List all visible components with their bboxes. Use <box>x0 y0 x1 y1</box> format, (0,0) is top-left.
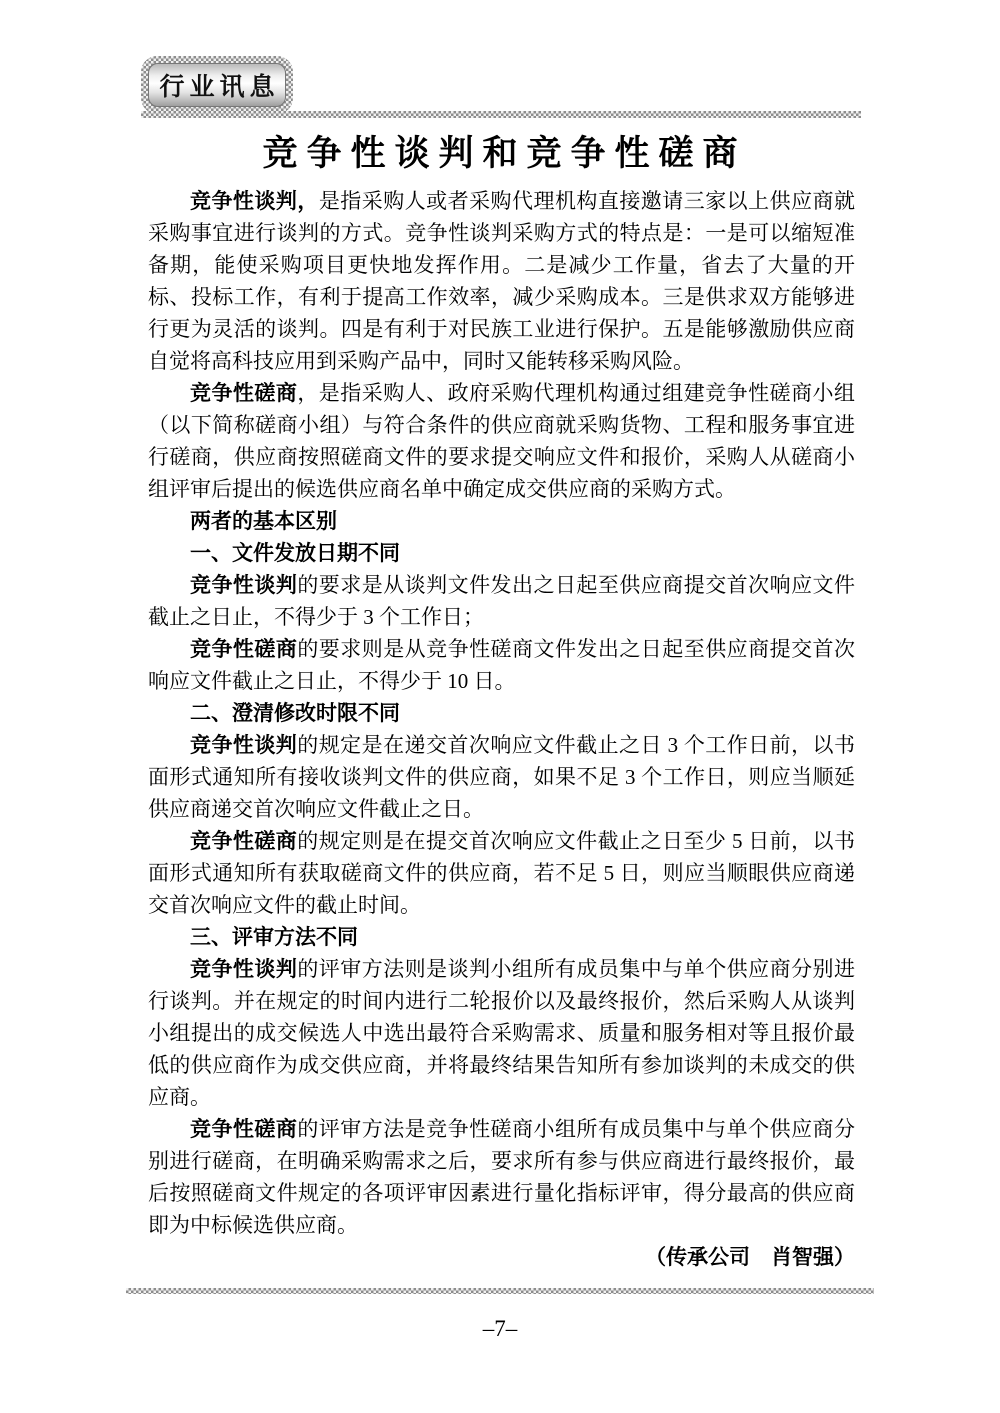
signature-line: （传承公司 肖智强） <box>645 1245 855 1269</box>
section-badge <box>141 56 293 114</box>
bold-lead: 竞争性谈判， <box>190 189 319 213</box>
paragraph-text: 的要求则是从竞争性磋商文件发出之日起至供应商提交首次响应文件截止之日止，不得少于 10 日。 <box>148 637 856 693</box>
paragraph-3 <box>148 569 855 633</box>
footer-rule <box>126 1288 874 1294</box>
paragraph-text: 的要求是从谈判文件发出之日起至供应商提交首次响应文件截止之日止，不得少于 3 个工作日； <box>148 573 856 629</box>
bold-lead: 竞争性谈判 <box>190 957 298 981</box>
paragraph-2 <box>148 377 855 505</box>
article-title: 竞争性谈判和竞争性磋商 <box>262 134 747 173</box>
page-number: –7– <box>482 1316 518 1341</box>
paragraph-text: 的规定则是在提交首次响应文件截止之日至少 5 日前，以书面形式通知所有获取磋商文件的供应商，若不足 5 日，则应当顺眼供应商递交首次响应文件的截止时间。 <box>148 829 856 917</box>
bold-lead: 竞争性谈判 <box>190 573 298 597</box>
paragraph-text: 的评审方法是竞争性磋商小组所有成员集中与单个供应商分别进行磋商，在明确采购需求之后，要求所有参与供应商进行最终报价，最后按照磋商文件规定的各项评审因素进行量化指标评审，得分最高的供应商即为中标候选供应商。 <box>148 1117 856 1237</box>
section-heading-3: 三、评审方法不同 <box>190 925 358 949</box>
paragraph-text: 的评审方法则是谈判小组所有成员集中与单个供应商分别进行谈判。并在规定的时间内进行二轮报价以及最终报价，然后采购人从谈判小组提出的成交候选人中选出最符合采购需求、质量和服务相对等且报价最低的供应商作为成交供应商，并将最终结果告知所有参加谈判的未成交的供应商。 <box>148 957 856 1109</box>
article-body <box>148 185 855 1273</box>
bold-lead: 竞争性磋商 <box>190 829 298 853</box>
paragraph-text: 是指采购人或者采购代理机构直接邀请三家以上供应商就采购事宜进行谈判的方式。竞争性谈判采购方式的特点是：一是可以缩短准备期，能使采购项目更快地发挥作用。二是减少工作量，省去了大量的开标、投标工作，有利于提高工作效率，减少采购成本。三是供求双方能够进行更为灵活的谈判。四是有利于对民族工业进行保护。五是能够激励供应商自觉将高科技应用到采购产品中，同时又能转移采购风险。 <box>148 189 856 373</box>
paragraph-4 <box>148 633 855 697</box>
bold-lead: 竞争性磋商 <box>190 1117 298 1141</box>
paragraph-7 <box>148 953 855 1113</box>
paragraph-8 <box>148 1113 855 1241</box>
paragraph-5 <box>148 729 855 825</box>
section-heading-1: 一、文件发放日期不同 <box>190 541 400 565</box>
paragraph-text: 的规定是在递交首次响应文件截止之日 3 个工作日前，以书面形式通知所有接收谈判文件的供应商，如果不足 3 个工作日，则应当顺延供应商递交首次响应文件截止之日。 <box>148 733 856 821</box>
paragraph-6 <box>148 825 855 921</box>
paragraph-text: ，是指采购人、政府采购代理机构通过组建竞争性磋商小组（以下简称磋商小组）与符合条件的供应商就采购货物、工程和服务事宜进行磋商，供应商按照磋商文件的要求提交响应文件和报价，采购人从磋商小组评审后提出的候选供应商名单中确定成交供应商的采购方式。 <box>148 381 856 501</box>
paragraph-1 <box>148 185 855 377</box>
section-heading-basics: 两者的基本区别 <box>190 509 337 533</box>
bold-lead: 竞争性磋商 <box>190 381 298 405</box>
section-heading-2: 二、澄清修改时限不同 <box>190 701 400 725</box>
section-badge-label: 行业讯息 <box>148 63 286 107</box>
bold-lead: 竞争性谈判 <box>190 733 298 757</box>
bold-lead: 竞争性磋商 <box>190 637 298 661</box>
